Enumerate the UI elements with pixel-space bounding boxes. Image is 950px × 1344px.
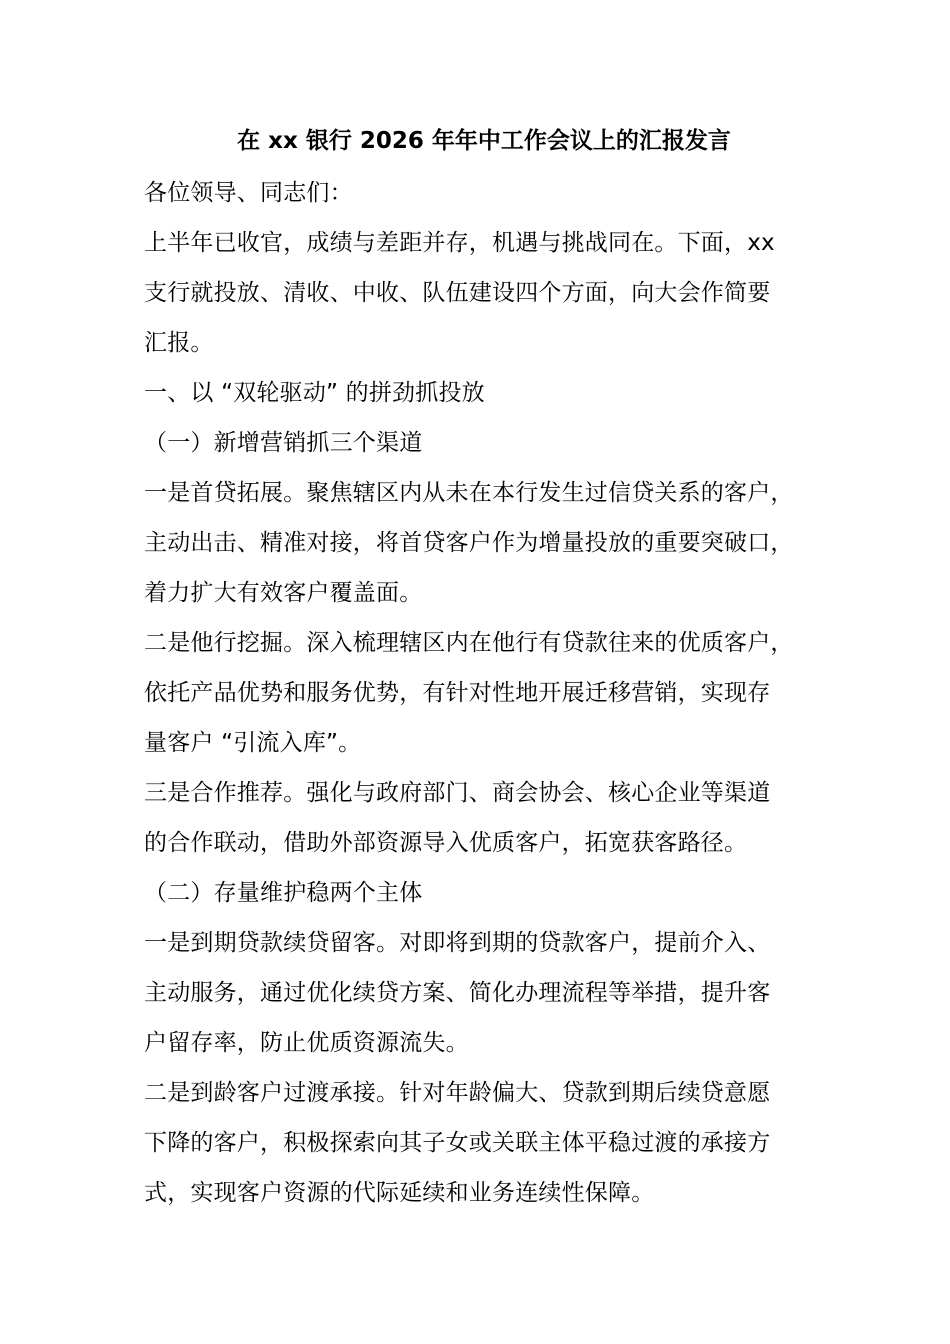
paragraph-line: 二是到龄客户过渡承接。针对年龄偏大、贷款到期后续贷意愿	[144, 1080, 771, 1106]
paragraph-line: 主动出击、精准对接，将首贷客户作为增量投放的重要突破口，	[144, 530, 794, 556]
paragraph-line: 的合作联动，借助外部资源导入优质客户，拓宽获客路径。	[144, 830, 748, 856]
paragraph-line: 户留存率，防止优质资源流失。	[144, 1030, 469, 1056]
subsection-heading: （一）新增营销抓三个渠道	[144, 430, 423, 456]
paragraph-line: 着力扩大有效客户覆盖面。	[144, 580, 423, 606]
section-heading: 一、以 “双轮驱动” 的拼劲抓投放	[144, 380, 485, 406]
paragraph-line: 式，实现客户资源的代际延续和业务连续性保障。	[144, 1180, 655, 1206]
paragraph-line: 汇报。	[144, 330, 214, 356]
salutation: 各位领导、同志们：	[144, 180, 353, 206]
document-title: 在 xx 银行 2026 年年中工作会议上的汇报发言	[237, 128, 731, 154]
paragraph-line: 支行就投放、清收、中收、队伍建设四个方面，向大会作简要	[144, 280, 771, 306]
paragraph-line: 上半年已收官，成绩与差距并存，机遇与挑战同在。下面，xx	[144, 230, 775, 256]
paragraph-line: 一是首贷拓展。聚焦辖区内从未在本行发生过信贷关系的客户，	[144, 480, 794, 506]
paragraph-line: 下降的客户，积极探索向其子女或关联主体平稳过渡的承接方	[144, 1130, 771, 1156]
paragraph-line: 量客户 “引流入库”。	[144, 730, 362, 756]
paragraph-line: 二是他行挖掘。深入梳理辖区内在他行有贷款往来的优质客户，	[144, 630, 794, 656]
paragraph-line: 主动服务，通过优化续贷方案、简化办理流程等举措，提升客	[144, 980, 771, 1006]
paragraph-line: 一是到期贷款续贷留客。对即将到期的贷款客户，提前介入、	[144, 930, 771, 956]
subsection-heading: （二）存量维护稳两个主体	[144, 880, 423, 906]
document-body	[144, 118, 824, 1218]
paragraph-line: 三是合作推荐。强化与政府部门、商会协会、核心企业等渠道	[144, 780, 771, 806]
paragraph-line: 依托产品优势和服务优势，有针对性地开展迁移营销，实现存	[144, 680, 771, 706]
